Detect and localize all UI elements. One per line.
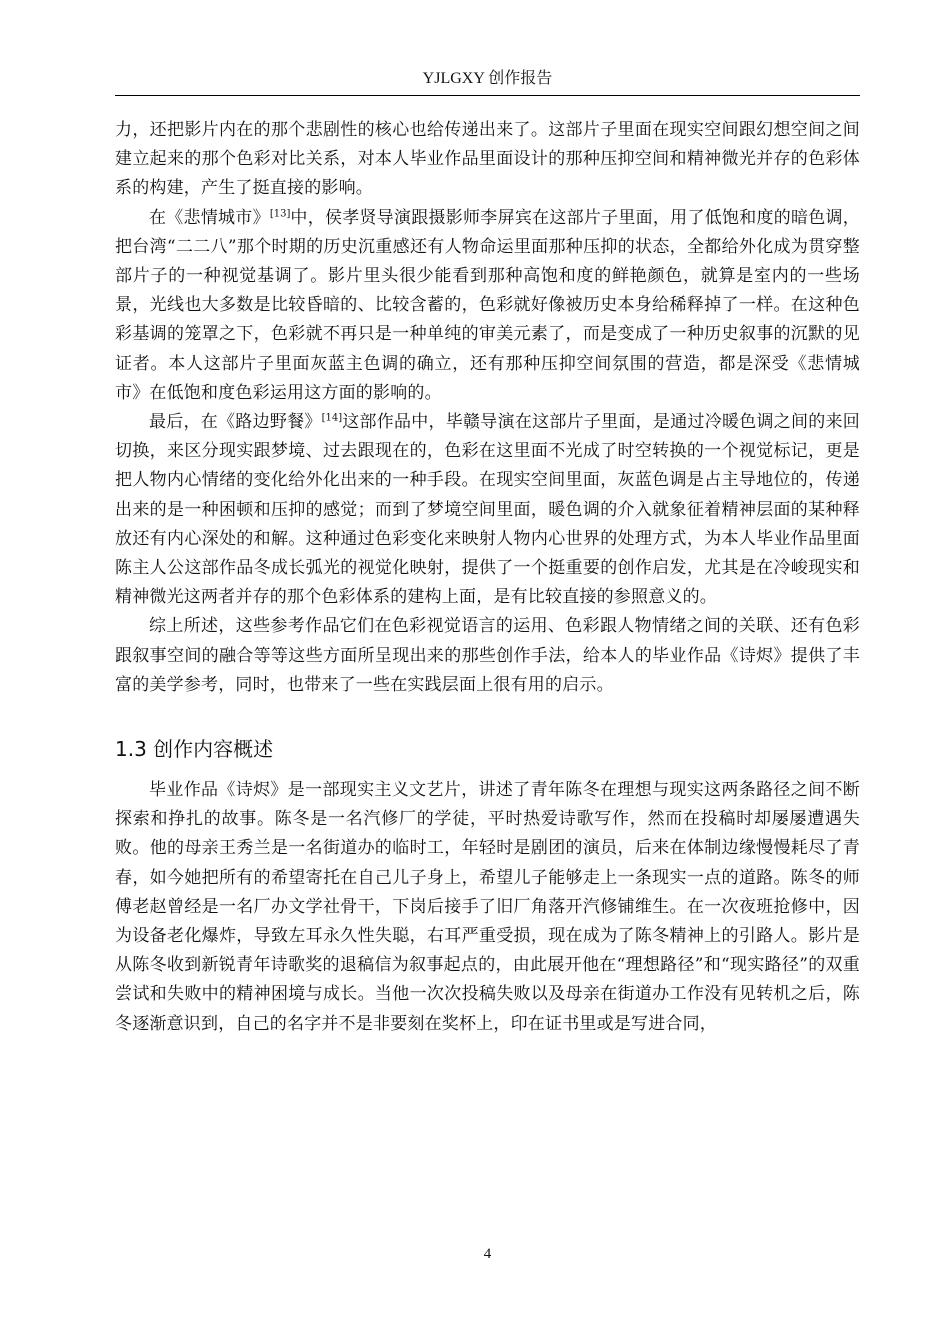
header-divider: [115, 95, 860, 96]
page-header: YJLGXY 创作报告: [422, 70, 553, 87]
section-heading: 1.3 创作内容概述: [115, 737, 274, 762]
paragraph-content-overview: 毕业作品《诗烬》是一部现实主义文艺片，讲述了青年陈冬在理想与现实这两条路径之间不断探索和挣扎的故事。陈冬是一名汽修厂的学徒，平时热爱诗歌写作，然而在投稿时却屡屡遭遇失败。他的母亲王秀兰是一名街道办的临时工，年轻时是剧团的演员，后来在体制边缘慢慢耗尽了青春，如今她把所有的希望寄托在自己儿子身上，希望儿子能够走上一条现实一点的道路。陈冬的师傅老赵曾经是一名厂办文学社骨干，下岗后接手了旧厂角落开汽修铺维生。在一次夜班抢修中，因为设备老化爆炸，导致左耳永久性失聪，右耳严重受损，现在成为了陈冬精神上的引路人。影片是从陈冬收到新锐青年诗歌奖的退稿信为叙事起点的，由此展开他在“理想路径”和“现实路径”的双重尝试和失败中的精神困境与成长。当他一次次投稿失败以及母亲在街道办工作没有见转机之后，陈冬逐渐意识到，自己的名字并不是非要刻在奖杯上，印在证书里或是写进合同，: [115, 780, 860, 1034]
body-text: [115, 116, 860, 1039]
paragraph-text-start: 在《悲情城市》: [149, 207, 270, 228]
paragraph-text-rest: 这部作品中，毕赣导演在这部片子里面，是通过冷暖色调之间的来回切换，来区分现实跟梦境、过去跟现在的，色彩在这里面不光成了时空转换的一个视觉标记，更是把人物内心情绪的变化给外化出来的一种手段。在现实空间里面，灰蓝色调是占主导地位的，传递出来的是一种困顿和压抑的感觉；而到了梦境空间里面，暖色调的介入就象征着精神层面的某种释放还有内心深处的和解。这种通过色彩变化来映射人物内心世界的处理方式，为本人毕业作品里面陈主人公这部作品冬成长弧光的视觉化映射，提供了一个挺重要的创作启发，尤其是在冷峻现实和精神微光这两者并存的那个色彩体系的建构上面，是有比较直接的参照意义的。: [115, 412, 861, 608]
citation-marker: [14]: [321, 412, 343, 424]
paragraph-continued: 力，还把影片内在的那个悲剧性的核心也给传递出来了。这部片子里面在现实空间跟幻想空间之间建立起来的那个色彩对比关系，对本人毕业作品里面设计的那种压抑空间和精神微光并存的色彩体系的构建，产生了挺直接的影响。: [115, 120, 860, 199]
paragraph-text-start: 最后，在《路边野餐》: [149, 412, 322, 433]
page-number: 4: [483, 1246, 492, 1262]
paragraph-lubian-yecan: [115, 408, 860, 612]
paragraph-summary: 综上所述，这些参考作品它们在色彩视觉语言的运用、色彩跟人物情绪之间的关联、还有色彩跟叙事空间的融合等等这些方面所呈现出来的那些创作手法，给本人的毕业作品《诗烬》提供了丰富的美学参考，同时，也带来了一些在实践层面上很有用的启示。: [115, 616, 860, 695]
paragraph-text-rest: 中，侯孝贤导演跟摄影师李屏宾在这部片子里面，用了低饱和度的暗色调，把台湾“二二八”那个时期的历史沉重感还有人物命运里面那种压抑的状态，全都给外化成为贯穿整部片子的一种视觉基调了。影片里头很少能看到那种高饱和度的鲜艳颜色，就算是室内的一些场景，光线也大多数是比较昏暗的、比较含蓄的，色彩就好像被历史本身给稀释掉了一样。在这种色彩基调的笼罩之下，色彩就不再只是一种单纯的审美元素了，而是变成了一种历史叙事的沉默的见证者。本人这部片子里面灰蓝主色调的确立，还有那种压抑空间氛围的营造，都是深受《悲情城市》在低饱和度色彩运用这方面的影响的。: [115, 207, 860, 403]
paragraph-beiqing-chengshi: [115, 204, 860, 408]
citation-marker: [13]: [269, 207, 291, 219]
